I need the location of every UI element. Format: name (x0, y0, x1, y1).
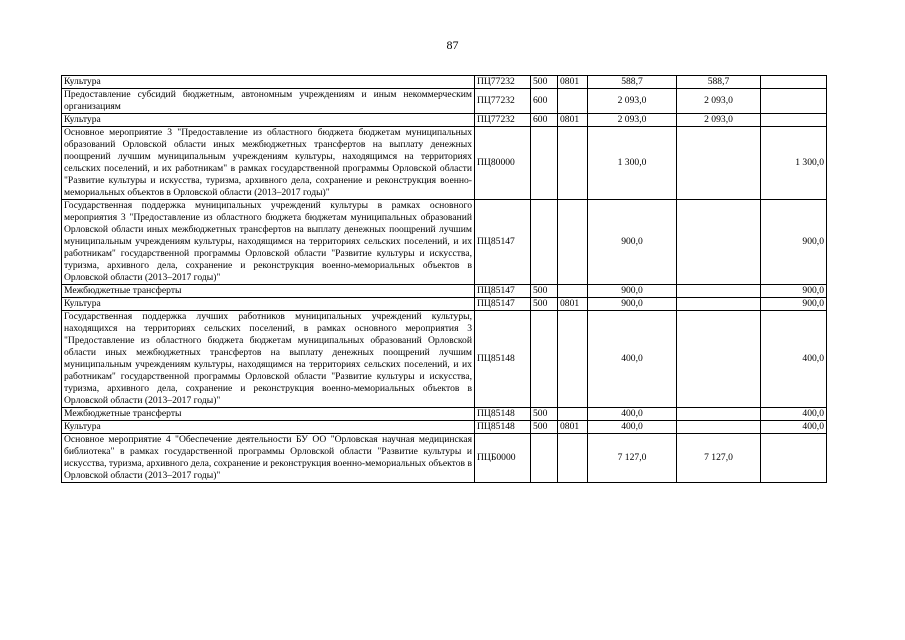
total-amount-cell: 900,0 (588, 285, 677, 298)
total-amount-cell: 900,0 (588, 200, 677, 285)
regional-amount-cell (677, 200, 761, 285)
section-code-cell: 0801 (558, 298, 588, 311)
budget-table (61, 75, 827, 483)
table-row (62, 200, 827, 285)
regional-amount-cell (677, 298, 761, 311)
regional-amount-cell: 2 093,0 (677, 114, 761, 127)
row-name-cell: Предоставление субсидий бюджетным, автономным учреждениям и иным некоммерческим организациям (62, 89, 475, 114)
total-amount-cell: 400,0 (588, 311, 677, 408)
target-code-cell: ПЦ85147 (475, 285, 531, 298)
federal-amount-cell: 400,0 (761, 421, 827, 434)
table-row (62, 311, 827, 408)
total-amount-cell: 400,0 (588, 421, 677, 434)
target-code-cell: ПЦ85148 (475, 408, 531, 421)
total-amount-cell: 400,0 (588, 408, 677, 421)
expense-type-cell (531, 200, 558, 285)
row-name-cell: Межбюджетные трансферты (62, 408, 475, 421)
section-code-cell (558, 285, 588, 298)
federal-amount-cell: 1 300,0 (761, 127, 827, 200)
regional-amount-cell (677, 421, 761, 434)
section-code-cell (558, 434, 588, 483)
federal-amount-cell: 400,0 (761, 408, 827, 421)
federal-amount-cell (761, 114, 827, 127)
row-name-cell: Основное мероприятие 4 "Обеспечение деятельности БУ ОО "Орловская научная медицинская библиотека" в рамках государственной программы Орловской области "Развитие культуры и искусства, туризма, архивного дела, сохранение и реконструкция военно-мемориальных объектов в Орловской области (2013–2017 годы)" (62, 434, 475, 483)
section-code-cell (558, 127, 588, 200)
table-row (62, 421, 827, 434)
expense-type-cell: 500 (531, 285, 558, 298)
regional-amount-cell (677, 127, 761, 200)
target-code-cell: ПЦ77232 (475, 114, 531, 127)
row-name-cell: Культура (62, 76, 475, 89)
expense-type-cell: 600 (531, 114, 558, 127)
total-amount-cell: 2 093,0 (588, 114, 677, 127)
section-code-cell: 0801 (558, 421, 588, 434)
section-code-cell: 0801 (558, 76, 588, 89)
section-code-cell (558, 311, 588, 408)
table-row (62, 298, 827, 311)
section-code-cell (558, 89, 588, 114)
expense-type-cell: 500 (531, 421, 558, 434)
federal-amount-cell (761, 76, 827, 89)
page-number: 87 (446, 38, 459, 52)
federal-amount-cell (761, 434, 827, 483)
section-code-cell (558, 408, 588, 421)
regional-amount-cell (677, 311, 761, 408)
target-code-cell: ПЦ77232 (475, 76, 531, 89)
expense-type-cell (531, 434, 558, 483)
total-amount-cell: 7 127,0 (588, 434, 677, 483)
regional-amount-cell (677, 285, 761, 298)
regional-amount-cell: 2 093,0 (677, 89, 761, 114)
row-name-cell: Государственная поддержка лучших работников муниципальных учреждений культуры, находящихся на территориях сельских поселений, в рамках основного мероприятия 3 "Предоставление из областного бюджета бюджетам муниципальных образований Орловской области иных межбюджетных трансфертов на выплату денежных поощрений лучшим муниципальным учреждениям культуры, находящимся на территориях сельских поселений, и их работникам" государственной программы Орловской области "Развитие культуры и искусства, туризма, архивного дела, сохранение и реконструкция военно-мемориальных объектов в Орловской области (2013–2017 годы)" (62, 311, 475, 408)
total-amount-cell: 1 300,0 (588, 127, 677, 200)
expense-type-cell: 500 (531, 408, 558, 421)
target-code-cell: ПЦ80000 (475, 127, 531, 200)
table-row (62, 76, 827, 89)
federal-amount-cell: 900,0 (761, 200, 827, 285)
row-name-cell: Государственная поддержка муниципальных учреждений культуры в рамках основного мероприятия 3 "Предоставление из областного бюджета бюджетам муниципальных образований Орловской области иных межбюджетных трансфертов на выплату денежных поощрений лучшим муниципальным учреждениям культуры, находящимся на территориях сельских поселений, и их работникам" государственной программы Орловской области "Развитие культуры и искусства, туризма, архивного дела, сохранение и реконструкция военно-мемориальных объектов в Орловской области (2013–2017 годы)" (62, 200, 475, 285)
federal-amount-cell: 900,0 (761, 285, 827, 298)
row-name-cell: Основное мероприятие 3 "Предоставление из областного бюджета бюджетам муниципальных образований Орловской области иных межбюджетных трансфертов на выплату денежных поощрений лучшим муниципальным учреждениям культуры, находящимся на территориях сельских поселений, и их работникам" в рамках государственной программы Орловской области "Развитие культуры и искусства, туризма, архивного дела, сохранение и реконструкция военно-мемориальных объектов в Орловской области (2013–2017 годы)" (62, 127, 475, 200)
target-code-cell: ПЦ85147 (475, 200, 531, 285)
target-code-cell: ПЦ85148 (475, 421, 531, 434)
table-row (62, 89, 827, 114)
target-code-cell: ПЦ85148 (475, 311, 531, 408)
expense-type-cell: 600 (531, 89, 558, 114)
row-name-cell: Культура (62, 298, 475, 311)
table-row (62, 114, 827, 127)
federal-amount-cell: 900,0 (761, 298, 827, 311)
federal-amount-cell: 400,0 (761, 311, 827, 408)
row-name-cell: Межбюджетные трансферты (62, 285, 475, 298)
regional-amount-cell: 7 127,0 (677, 434, 761, 483)
expense-type-cell (531, 311, 558, 408)
regional-amount-cell (677, 408, 761, 421)
table-row (62, 408, 827, 421)
expense-type-cell: 500 (531, 298, 558, 311)
total-amount-cell: 2 093,0 (588, 89, 677, 114)
target-code-cell: ПЦБ0000 (475, 434, 531, 483)
row-name-cell: Культура (62, 114, 475, 127)
table-row (62, 127, 827, 200)
section-code-cell: 0801 (558, 114, 588, 127)
table-row (62, 285, 827, 298)
row-name-cell: Культура (62, 421, 475, 434)
expense-type-cell: 500 (531, 76, 558, 89)
federal-amount-cell (761, 89, 827, 114)
table-row (62, 434, 827, 483)
target-code-cell: ПЦ85147 (475, 298, 531, 311)
target-code-cell: ПЦ77232 (475, 89, 531, 114)
section-code-cell (558, 200, 588, 285)
total-amount-cell: 900,0 (588, 298, 677, 311)
regional-amount-cell: 588,7 (677, 76, 761, 89)
expense-type-cell (531, 127, 558, 200)
total-amount-cell: 588,7 (588, 76, 677, 89)
